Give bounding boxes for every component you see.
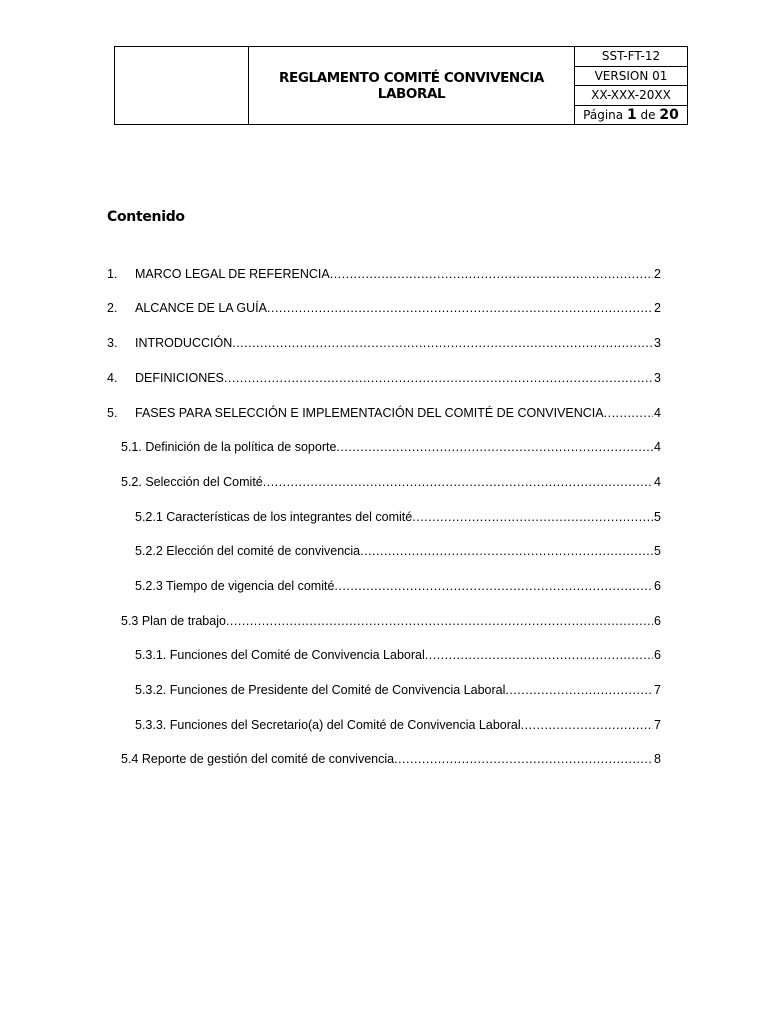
toc-item[interactable] xyxy=(107,404,661,422)
toc-item-title: 5.3 Plan de trabajo xyxy=(121,614,226,628)
toc-item-title: 5.2.2 Elección del comité de convivencia xyxy=(135,544,361,558)
toc-item[interactable] xyxy=(107,299,661,317)
toc-item-page: 7 xyxy=(654,683,661,697)
toc-item-page: 4 xyxy=(654,440,661,454)
toc-item-title: 5.3.3. Funciones del Secretario(a) del Comité de Convivencia Laboral xyxy=(135,718,521,732)
toc-dot-leader xyxy=(412,508,653,526)
toc-item-number: 2. xyxy=(107,301,118,315)
toc-item-page: 2 xyxy=(654,267,661,281)
toc-item-number: 3. xyxy=(107,336,118,350)
toc-dot-leader xyxy=(360,542,653,560)
toc-item-page: 4 xyxy=(654,475,661,489)
toc-item-title: FASES PARA SELECCIÓN E IMPLEMENTACIÓN DEL COMITÉ DE CONVIVENCIA xyxy=(135,406,604,420)
toc-item[interactable] xyxy=(135,716,661,734)
toc-dot-leader xyxy=(334,577,653,595)
toc-item[interactable] xyxy=(121,612,661,630)
page-total: 20 xyxy=(659,106,679,123)
document-header xyxy=(114,46,688,125)
toc-item-page: 2 xyxy=(654,301,661,315)
toc-item-title: 5.1. Definición de la política de soporte xyxy=(121,440,337,454)
toc-item[interactable] xyxy=(135,542,661,560)
toc-item[interactable] xyxy=(121,473,661,491)
logo-cell xyxy=(115,47,249,125)
toc-item-page: 3 xyxy=(654,371,661,385)
toc-dot-leader xyxy=(505,681,653,699)
toc-item[interactable] xyxy=(121,750,661,768)
toc-dot-leader xyxy=(224,369,653,387)
toc-item-page: 3 xyxy=(654,336,661,350)
toc-item-title: MARCO LEGAL DE REFERENCIA xyxy=(135,267,330,281)
toc-item-page: 5 xyxy=(654,544,661,558)
toc-item-title: 5.4 Reporte de gestión del comité de convivencia xyxy=(121,752,395,766)
toc-item[interactable] xyxy=(135,681,661,699)
toc-item-title: ALCANCE DE LA GUÍA xyxy=(135,301,267,315)
document-date: XX-XXX-20XX xyxy=(575,86,688,106)
toc-item[interactable] xyxy=(135,508,661,526)
toc-item-page: 7 xyxy=(654,718,661,732)
page-indicator xyxy=(575,105,688,125)
toc-item-title: 5.2. Selección del Comité xyxy=(121,475,263,489)
toc-item-page: 6 xyxy=(654,614,661,628)
toc-dot-leader xyxy=(330,265,653,283)
toc-item-title: 5.2.3 Tiempo de vigencia del comité xyxy=(135,579,335,593)
toc-item-title: DEFINICIONES xyxy=(135,371,224,385)
toc-item-number: 1. xyxy=(107,267,118,281)
toc-dot-leader xyxy=(267,299,653,317)
toc-item-title: 5.3.1. Funciones del Comité de Convivencia Laboral xyxy=(135,648,425,662)
page-label: Página xyxy=(583,107,624,122)
toc-item[interactable] xyxy=(107,334,661,352)
toc-item-title: INTRODUCCIÓN xyxy=(135,336,233,350)
toc-dot-leader xyxy=(604,404,653,422)
toc-dot-leader xyxy=(263,473,653,491)
toc-item-page: 5 xyxy=(654,510,661,524)
toc-item-page: 4 xyxy=(654,406,661,420)
toc-dot-leader xyxy=(425,646,653,664)
toc-item[interactable] xyxy=(135,646,661,664)
toc-dot-leader xyxy=(521,716,653,734)
toc-item-page: 6 xyxy=(654,648,661,662)
toc-item[interactable] xyxy=(107,265,661,283)
toc-heading: Contenido xyxy=(107,209,185,225)
document-version: VERSION 01 xyxy=(575,66,688,86)
document-title: REGLAMENTO COMITÉ CONVIVENCIA LABORAL xyxy=(249,47,575,125)
toc-dot-leader xyxy=(336,438,653,456)
toc-item-page: 8 xyxy=(654,752,661,766)
page-of: de xyxy=(640,107,656,122)
toc-item[interactable] xyxy=(107,369,661,387)
toc-item[interactable] xyxy=(135,577,661,595)
toc-item-number: 5. xyxy=(107,406,118,420)
toc-dot-leader xyxy=(394,750,653,768)
toc-dot-leader xyxy=(232,334,653,352)
toc-item-number: 4. xyxy=(107,371,118,385)
toc-dot-leader xyxy=(226,612,653,630)
page-current: 1 xyxy=(626,106,637,123)
toc-item[interactable] xyxy=(121,438,661,456)
toc-item-page: 6 xyxy=(654,579,661,593)
toc-item-title: 5.2.1 Características de los integrantes del comité xyxy=(135,510,413,524)
toc-item-title: 5.3.2. Funciones de Presidente del Comité de Convivencia Laboral xyxy=(135,683,506,697)
document-code: SST-FT-12 xyxy=(575,47,688,67)
